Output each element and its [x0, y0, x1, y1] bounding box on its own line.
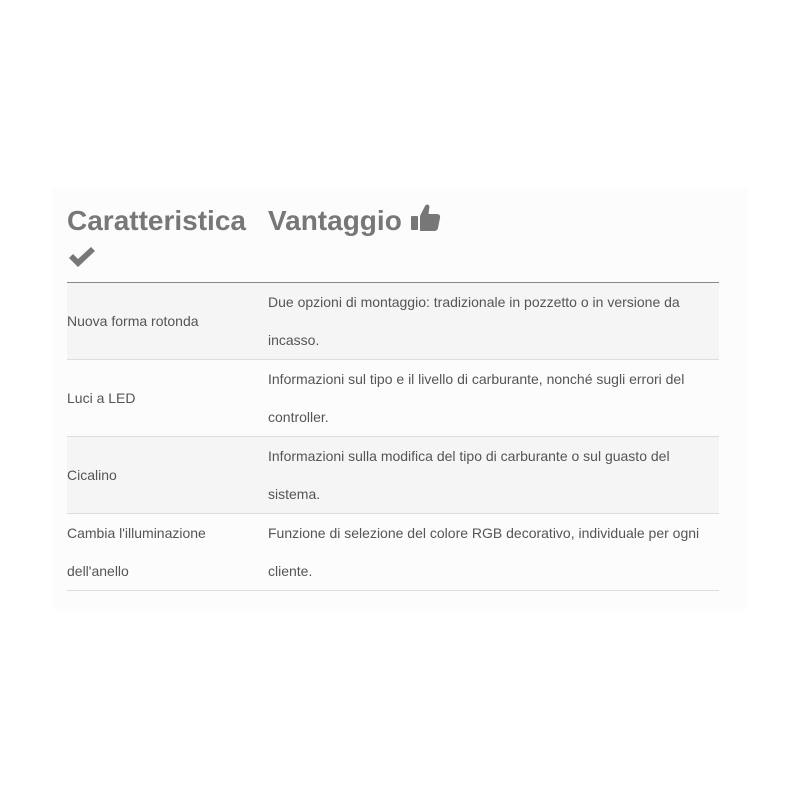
feature-benefit-table	[67, 203, 719, 591]
feature-cell: Nuova forma rotonda	[67, 283, 268, 360]
thumbs-up-icon	[410, 203, 442, 242]
benefit-cell: Informazioni sulla modifica del tipo di carburante o sul guasto del sistema.	[268, 437, 719, 514]
table-row	[67, 283, 719, 360]
checkmark-icon	[67, 242, 97, 278]
feature-header-label: Caratteristica	[67, 205, 246, 236]
feature-cell: Cicalino	[67, 437, 268, 514]
benefit-column-header	[268, 203, 719, 283]
benefit-cell: Informazioni sul tipo e il livello di carburante, nonché sugli errori del controller.	[268, 360, 719, 437]
table-row	[67, 360, 719, 437]
table-row	[67, 437, 719, 514]
benefit-cell: Due opzioni di montaggio: tradizionale in pozzetto o in versione da incasso.	[268, 283, 719, 360]
table-row	[67, 514, 719, 591]
benefit-header-label: Vantaggio	[268, 205, 402, 236]
feature-benefit-panel	[52, 189, 748, 609]
feature-column-header	[67, 203, 268, 283]
benefit-cell: Funzione di selezione del colore RGB decorativo, individuale per ogni cliente.	[268, 514, 719, 591]
feature-cell: Luci a LED	[67, 360, 268, 437]
feature-cell: Cambia l'illuminazione dell'anello	[67, 514, 268, 591]
table-header-row	[67, 203, 719, 283]
